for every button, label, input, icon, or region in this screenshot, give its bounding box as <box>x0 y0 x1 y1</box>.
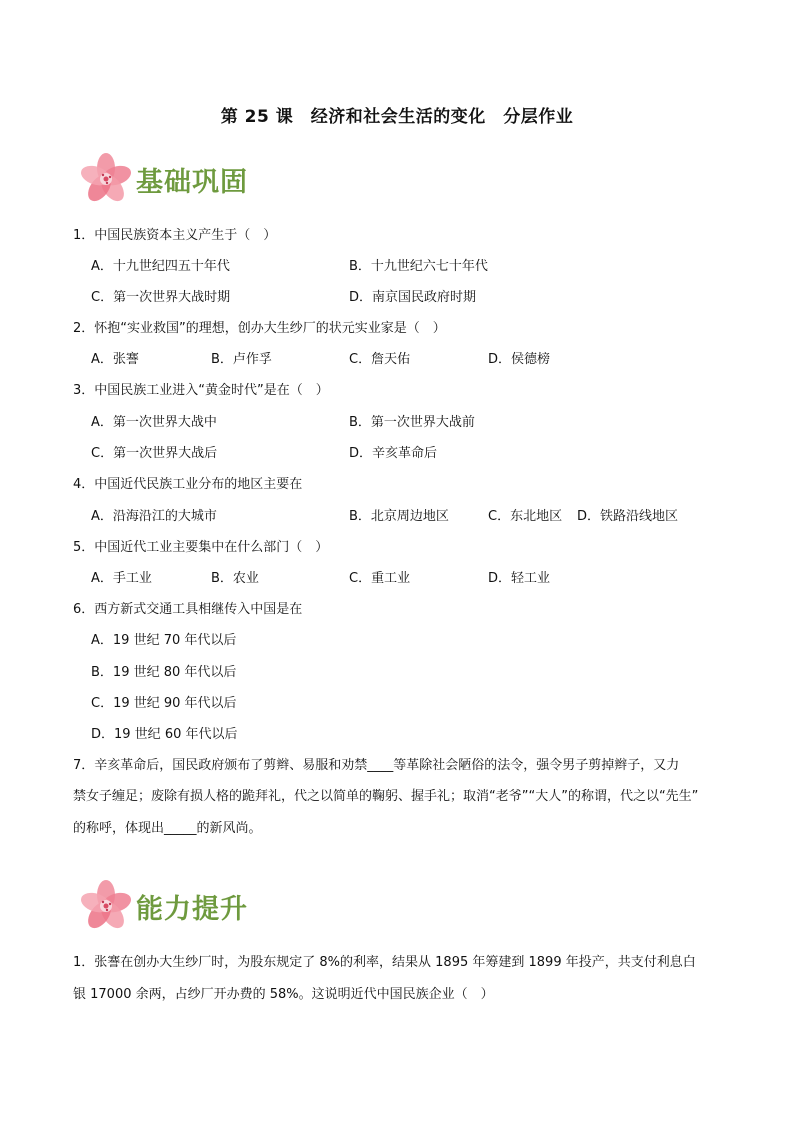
question-6-option-b: B．19 世纪 80 年代以后 <box>91 665 237 680</box>
advanced-question-1-line-1: 1．张謇在创办大生纱厂时，为股东规定了 8%的利率，结果从 1895 年筹建到 1899 年投产，共支付利息白 <box>73 955 696 970</box>
question-5-option-d: D．轻工业 <box>488 571 551 586</box>
section-header-advanced <box>78 878 248 934</box>
flower-icon <box>78 151 134 207</box>
question-4-option-d: D．铁路沿线地区 <box>577 509 679 524</box>
question-7-line-2: 禁女子缠足；废除有损人格的跪拜礼，代之以简单的鞠躬、握手礼；取消“老爷”“大人”的称谓，代之以“先生” <box>73 789 699 804</box>
question-1-option-c: C．第一次世界大战时期 <box>91 290 231 305</box>
question-5-option-b: B．农业 <box>211 571 259 586</box>
question-5-stem: 5．中国近代工业主要集中在什么部门（ ） <box>73 540 329 555</box>
question-1-stem: 1．中国民族资本主义产生于（ ） <box>73 228 277 243</box>
question-3-stem: 3．中国民族工业进入“黄金时代”是在（ ） <box>73 383 329 398</box>
question-3-option-b: B．第一次世界大战前 <box>349 415 475 430</box>
flower-icon <box>78 878 134 934</box>
question-3-option-c: C．第一次世界大战后 <box>91 446 218 461</box>
question-5-option-c: C．重工业 <box>349 571 411 586</box>
question-1-option-a: A．十九世纪四五十年代 <box>91 259 230 274</box>
section-header-basic <box>78 151 248 207</box>
question-6-option-d: D．19 世纪 60 年代以后 <box>91 727 238 742</box>
question-6-option-c: C．19 世纪 90 年代以后 <box>91 696 237 711</box>
advanced-question-1-line-2: 银 17000 余两，占纱厂开办费的 58%。这说明近代中国民族企业（ ） <box>73 987 494 1002</box>
question-6-stem: 6．西方新式交通工具相继传入中国是在 <box>73 602 303 617</box>
question-4-option-a: A．沿海沿江的大城市 <box>91 509 217 524</box>
question-2-option-c: C．詹天佑 <box>349 352 411 367</box>
question-2-option-b: B．卢作孚 <box>211 352 272 367</box>
question-7-line-1: 7．辛亥革命后，国民政府颁布了剪辫、易服和劝禁____等革除社会陋俗的法令，强令男子剪掉辫子，又力 <box>73 758 680 773</box>
section-title-basic: 基础巩固 <box>136 166 248 198</box>
question-2-stem: 2．怀抱“实业救国”的理想，创办大生纱厂的状元实业家是（ ） <box>73 321 446 336</box>
question-7-line-3: 的称呼，体现出_____的新风尚。 <box>73 821 262 836</box>
question-4-stem: 4．中国近代民族工业分布的地区主要在 <box>73 477 303 492</box>
question-1-option-d: D．南京国民政府时期 <box>349 290 477 305</box>
page-title: 第 25 课 经济和社会生活的变化 分层作业 <box>220 107 574 127</box>
question-2-option-a: A．张謇 <box>91 352 139 367</box>
question-4-option-b: B．北京周边地区 <box>349 509 449 524</box>
question-3-option-a: A．第一次世界大战中 <box>91 415 217 430</box>
question-5-option-a: A．手工业 <box>91 571 152 586</box>
section-title-advanced: 能力提升 <box>136 893 248 925</box>
question-4-option-c: C．东北地区 <box>488 509 563 524</box>
question-3-option-d: D．辛亥革命后 <box>349 446 438 461</box>
question-6-option-a: A．19 世纪 70 年代以后 <box>91 633 237 648</box>
question-2-option-d: D．侯德榜 <box>488 352 551 367</box>
question-1-option-b: B．十九世纪六七十年代 <box>349 259 488 274</box>
